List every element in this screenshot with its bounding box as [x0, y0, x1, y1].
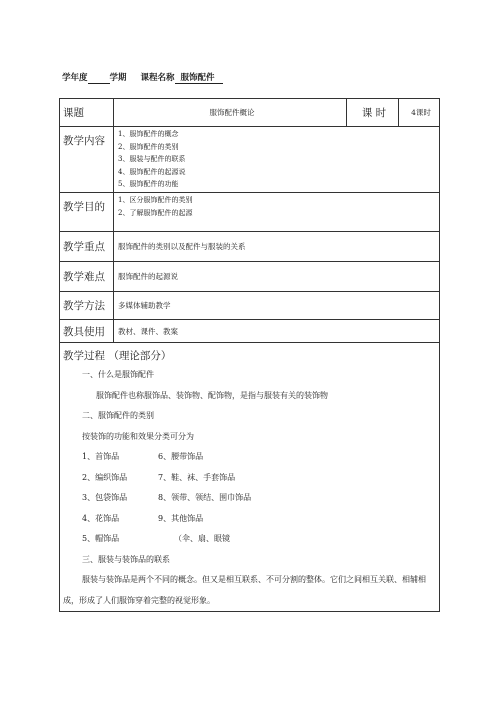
content-list: [114, 127, 440, 193]
category-item: （伞、扇、眼镜: [174, 534, 230, 543]
row-goal: [60, 193, 440, 232]
topic-value: 服饰配件概论: [114, 99, 347, 127]
course-label: 课程名称: [140, 73, 175, 83]
category-row: [60, 447, 439, 468]
process-body: [60, 365, 439, 611]
row-content: [60, 127, 440, 193]
row-method: [60, 292, 440, 320]
category-item: 3、包袋饰品: [82, 493, 128, 502]
semester-label: 学期: [109, 73, 127, 83]
section3-text-first: 服装与装饰品是两个不同的概念。但又是相互联系、不可分割的整体。它们之间相: [82, 575, 370, 584]
category-item: 7、鞋、袜、手套饰品: [158, 472, 236, 482]
goal-label: 教学目的: [60, 193, 114, 232]
tools-label: 教具使用: [60, 320, 114, 343]
process-cell: [60, 343, 440, 612]
course-blank: [175, 73, 181, 84]
category-row: [60, 509, 439, 530]
category-item: 8、领带、领结、围巾饰品: [158, 493, 252, 502]
row-key: [60, 232, 440, 262]
content-item: 2、服饰配件的类别: [118, 142, 179, 151]
category-item: 1、首饰品: [82, 452, 120, 461]
hours-value: 4课时: [399, 99, 440, 127]
section2-intro: 按装饰的功能和效果分类可分为: [82, 431, 194, 441]
section1-text: 服饰配件也称服饰品、装饰物、配饰物，是指与服装有关的装饰物: [96, 390, 328, 400]
key-value: 服饰配件的类别以及配件与服装的关系: [114, 232, 440, 262]
course-name: 服饰配件: [180, 73, 215, 83]
goal-item: 2、了解服饰配件的起源: [118, 208, 193, 217]
year-label: 学年度: [62, 73, 88, 83]
section1-heading: 一、什么是服饰配件: [82, 370, 154, 379]
method-label: 教学方法: [60, 292, 114, 320]
content-item: 1、服饰配件的概念: [118, 130, 179, 138]
content-item: 4、服饰配件的起源说: [118, 167, 186, 176]
category-item: 4、花饰品: [82, 513, 120, 523]
category-item: 9、其他饰品: [158, 513, 204, 523]
row-topic: [60, 99, 440, 127]
category-row: [60, 468, 439, 489]
lesson-plan-table: [59, 98, 440, 612]
method-value: 多媒体辅助教学: [114, 292, 440, 320]
tools-value: 教材、课件、教案: [114, 320, 440, 343]
goal-item: 1、区分服饰配件的类别: [118, 196, 193, 204]
difficulty-label: 教学难点: [60, 262, 114, 292]
category-row: [60, 529, 439, 550]
course-header: [62, 71, 223, 84]
hours-label: 课 时: [347, 99, 399, 127]
content-item: 5、服饰配件的功能: [118, 180, 179, 188]
category-item: 2、编织饰品: [82, 472, 128, 482]
course-tail-blank: [215, 73, 223, 84]
section2-heading: 二、服饰配件的类别: [82, 411, 154, 420]
key-label: 教学重点: [60, 232, 114, 262]
section3-text: [60, 570, 439, 611]
row-tools: [60, 320, 440, 343]
difficulty-value: 服饰配件的起源说: [114, 262, 440, 292]
year-blank: [88, 73, 110, 84]
section3-text-second: 互关联、相辅相成，形成了人们服饰穿着完整的视觉形象。: [63, 575, 426, 605]
category-item: 5、帽饰品: [82, 534, 120, 543]
category-row: [60, 488, 439, 509]
category-item: 6、腰带饰品: [158, 452, 204, 461]
row-process: [60, 343, 440, 612]
row-difficulty: [60, 262, 440, 292]
topic-label: 课题: [60, 99, 114, 127]
section3-heading: 三、服装与装饰品的联系: [82, 554, 170, 564]
content-label: 教学内容: [60, 127, 114, 193]
content-item: 3、服装与配件的联系: [118, 155, 186, 163]
goal-list: [114, 193, 440, 232]
process-title: 教学过程 （理论部分）: [63, 350, 172, 362]
